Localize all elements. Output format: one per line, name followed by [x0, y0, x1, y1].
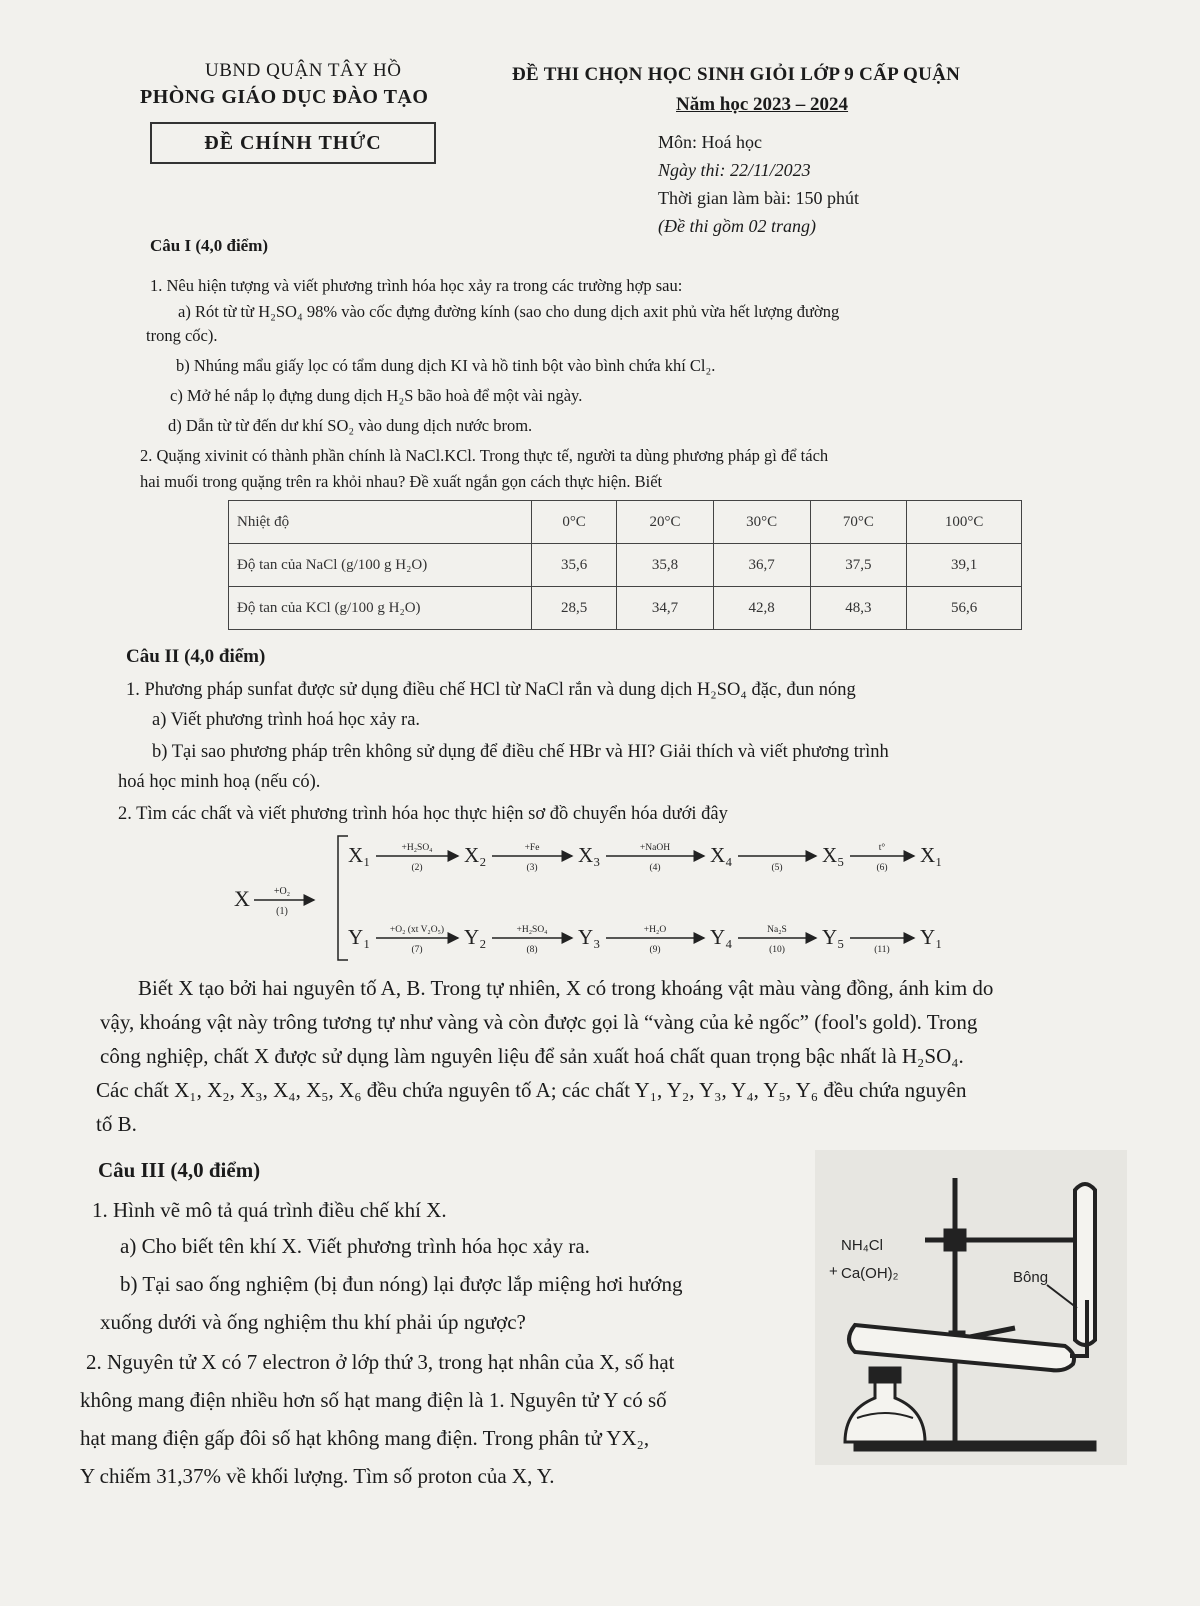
q2-part2: 2. Tìm các chất và viết phương trình hóa học thực hiện sơ đồ chuyển hóa dưới đây: [118, 804, 728, 824]
table-row: [229, 587, 1022, 630]
q3-part2-cont2: hạt mang điện gấp đôi số hạt không mang điện. Trong phân tử YX₂,: [80, 1426, 650, 1450]
table-header-row: [229, 501, 1022, 544]
table-cell: 48,3: [810, 587, 907, 630]
scheme-row2-reagent: +H₂SO₄: [516, 925, 548, 935]
scheme-row1-species: X₄: [710, 843, 733, 867]
scheme-row1-reagent: +Fe: [524, 843, 540, 853]
q3-item-b: b) Tại sao ống nghiệm (bị đun nóng) lại được lắp miệng hơi hướng: [120, 1272, 683, 1296]
scheme-row2-step: (10): [769, 945, 785, 955]
q1-part2-cont: hai muối trong quặng trên ra khỏi nhau? Đề xuất ngắn gọn cách thực hiện. Biết: [140, 472, 663, 491]
apparatus-drawing: [815, 1150, 1127, 1465]
table-cell: Nhiệt độ: [229, 501, 532, 544]
scheme-row2-species: Y₄: [710, 925, 733, 949]
exam-duration: Thời gian làm bài: 150 phút: [658, 188, 859, 208]
scheme-row1-species: X₃: [578, 843, 601, 867]
table-cell: 30°C: [713, 501, 810, 544]
table-row: [229, 544, 1022, 587]
reagent-label-1: NH₄Cl: [841, 1237, 883, 1254]
scheme-row1-step: (6): [876, 863, 888, 873]
burner-cap: [870, 1368, 900, 1382]
table-cell: 42,8: [713, 587, 810, 630]
official-label: ĐỀ CHÍNH THỨC: [150, 122, 436, 164]
scheme-row2-step: (9): [649, 945, 661, 955]
scheme-row1-reagent: t°: [878, 843, 886, 853]
table-cell: 20°C: [617, 501, 714, 544]
table-cell: 34,7: [617, 587, 714, 630]
table-cell: Độ tan của KCl (g/100 g H₂O): [229, 587, 532, 630]
q1-item-a-cont: trong cốc).: [146, 326, 218, 345]
q1-part1: 1. Nêu hiện tượng và viết phương trình hóa học xảy ra trong các trường hợp sau:: [150, 276, 683, 295]
q1-part2: 2. Quặng xivinit có thành phần chính là NaCl.KCl. Trong thực tế, người ta dùng phương pháp gì để tách: [140, 446, 829, 465]
q2-item-b-cont: hoá học minh hoạ (nếu có).: [118, 772, 321, 792]
q3-item-a: a) Cho biết tên khí X. Viết phương trình hóa học xảy ra.: [120, 1234, 590, 1258]
q2-item-a: a) Viết phương trình hoá học xảy ra.: [152, 710, 421, 730]
pages-note: (Đề thi gồm 02 trang): [658, 216, 816, 236]
q3-part2: 2. Nguyên tử X có 7 electron ở lớp thứ 3, trong hạt nhân của X, số hạt: [86, 1350, 675, 1374]
scheme-row2-reagent: +O₂ (xt V₂O₅): [389, 925, 445, 935]
q1-item-c: c) Mở hé nắp lọ đựng dung dịch H₂S bão hoà để một vài ngày.: [170, 386, 583, 405]
q1-item-d: d) Dẫn từ từ đến dư khí SO₂ vào dung dịch nước brom.: [168, 416, 533, 435]
q3-part1: 1. Hình vẽ mô tả quá trình điều chế khí X.: [92, 1198, 447, 1222]
table-cell: 0°C: [532, 501, 617, 544]
scheme-row2-reagent: Na₂S: [767, 925, 787, 935]
scheme-row1-step: (3): [526, 863, 538, 873]
exam-title: ĐỀ THI CHỌN HỌC SINH GIỎI LỚP 9 CẤP QUẬN: [512, 64, 961, 85]
scheme-row1-step: (4): [649, 863, 661, 873]
table-cell: 28,5: [532, 587, 617, 630]
q3-item-b-cont: xuống dưới và ống nghiệm thu khí phải úp ngược?: [100, 1310, 526, 1334]
scheme-row2-reagent: +H₂O: [643, 925, 667, 935]
scheme-row1-species: X₂: [464, 843, 487, 867]
q1-item-a: a) Rót từ từ H₂SO₄ 98% vào cốc đựng đường kính (sao cho dung dịch axit phủ vừa hết lượng đường: [178, 302, 840, 321]
q2-description-2: vậy, khoáng vật này trông tương tự như vàng và còn được gọi là “vàng của kẻ ngốc” (fool's gold). Trong: [100, 1010, 978, 1034]
reagent-plus: +: [829, 1263, 838, 1280]
scheme-row2-species: Y₃: [578, 925, 601, 949]
question-3-title: Câu III (4,0 điểm): [98, 1158, 261, 1182]
clamp-knob: [945, 1230, 965, 1250]
question-2-title: Câu II (4,0 điểm): [126, 646, 266, 667]
scheme-row1-species: X₁: [920, 843, 943, 867]
scheme-row2-step: (8): [526, 945, 538, 955]
cotton-label: Bông: [1013, 1269, 1049, 1286]
table-cell: 37,5: [810, 544, 907, 587]
table-cell: 35,6: [532, 544, 617, 587]
table-cell: Độ tan của NaCl (g/100 g H₂O): [229, 544, 532, 587]
q1-item-b: b) Nhúng mẩu giấy lọc có tẩm dung dịch KI và hồ tinh bột vào bình chứa khí Cl₂.: [176, 356, 716, 375]
scheme-row1-species: X₅: [822, 843, 845, 867]
scheme-row1-species: X₁: [348, 843, 371, 867]
scheme-row2-step: (11): [874, 945, 890, 955]
q2-description-3: công nghiệp, chất X được sử dụng làm nguyên liệu để sản xuất hoá chất quan trọng bậc nhất là H₂SO₄.: [100, 1044, 964, 1068]
q2-item-b: b) Tại sao phương pháp trên không sử dụng để điều chế HBr và HI? Giải thích và viết phương trình: [152, 742, 889, 762]
table-cell: 36,7: [713, 544, 810, 587]
scheme-row2-species: Y₂: [464, 925, 487, 949]
apparatus-figure: [815, 1150, 1127, 1465]
reagent-label-2: Ca(OH)₂: [841, 1265, 899, 1282]
q2-description-5: tố B.: [96, 1112, 137, 1136]
scheme-start: X: [234, 886, 250, 911]
scheme-row1-reagent: +H₂SO₄: [401, 843, 433, 853]
table-cell: 39,1: [907, 544, 1022, 587]
scheme-reagent: +O₂: [273, 886, 291, 897]
authority-name: UBND QUẬN TÂY HỒ: [205, 60, 402, 81]
table-cell: 56,6: [907, 587, 1022, 630]
scheme-row2-species: Y₅: [822, 925, 845, 949]
q3-part2-cont3: Y chiếm 31,37% về khối lượng. Tìm số proton của X, Y.: [80, 1464, 555, 1488]
question-1-title: Câu I (4,0 điểm): [150, 236, 269, 255]
q2-description-1: Biết X tạo bởi hai nguyên tố A, B. Trong tự nhiên, X có trong khoáng vật màu vàng đồng, ánh kim do: [138, 976, 994, 1000]
table-cell: 35,8: [617, 544, 714, 587]
department-name: PHÒNG GIÁO DỤC ĐÀO TẠO: [140, 86, 429, 108]
cotton-pointer: [1047, 1285, 1077, 1308]
scheme-row2-species: Y₁: [348, 925, 371, 949]
scheme-row1-reagent: +NaOH: [639, 843, 671, 853]
school-year: Năm học 2023 – 2024: [676, 94, 849, 115]
solubility-table: [228, 500, 1022, 630]
exam-date: Ngày thi: 22/11/2023: [658, 160, 811, 180]
scheme-row2-step: (7): [411, 945, 423, 955]
scheme-row1-step: (2): [411, 863, 423, 873]
q3-part2-cont1: không mang điện nhiều hơn số hạt mang điện là 1. Nguyên tử Y có số: [80, 1388, 667, 1412]
table-cell: 100°C: [907, 501, 1022, 544]
q2-description-4: Các chất X₁, X₂, X₃, X₄, X₅, X₆ đều chứa nguyên tố A; các chất Y₁, Y₂, Y₃, Y₄, Y₅, Y₆ đều chứa nguyên: [96, 1078, 967, 1102]
table-cell: 70°C: [810, 501, 907, 544]
conversion-scheme: [230, 830, 1030, 990]
q2-part1: 1. Phương pháp sunfat được sử dụng điều chế HCl từ NaCl rắn và dung dịch H₂SO₄ đặc, đun nóng: [126, 680, 856, 700]
scheme-row2-species: Y₁: [920, 925, 943, 949]
scheme-step: (1): [276, 906, 288, 917]
scheme-row1-step: (5): [771, 863, 783, 873]
scheme-bracket: [338, 836, 348, 960]
subject: Môn: Hoá học: [658, 132, 762, 152]
